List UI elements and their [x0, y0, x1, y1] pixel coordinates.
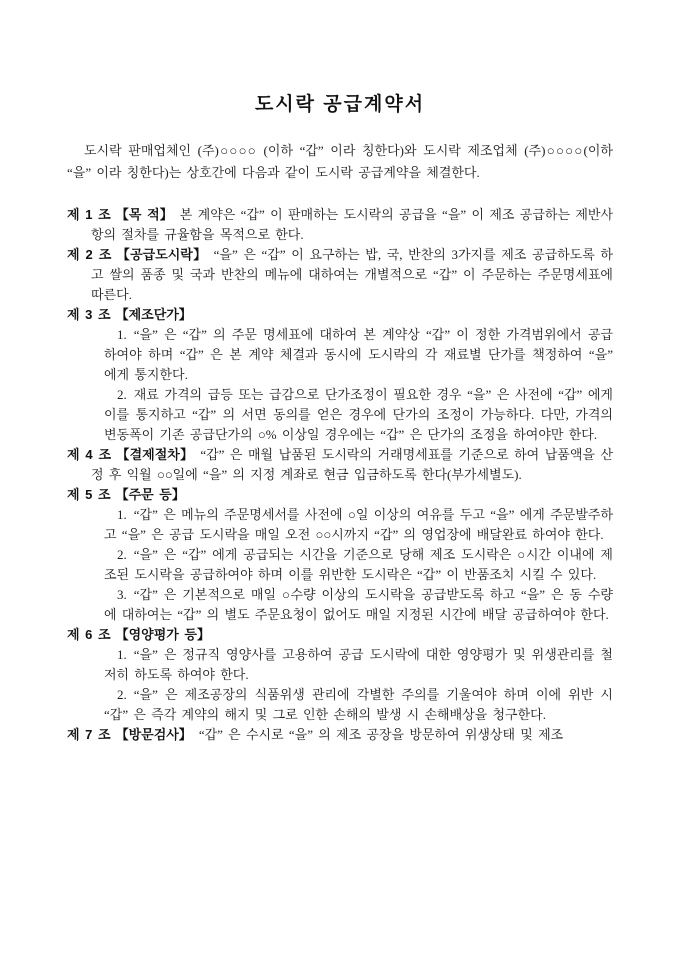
article-2: [67, 245, 613, 305]
article-item: [104, 545, 613, 585]
article-item: [104, 685, 613, 725]
article-heading: 【제조단가】: [115, 307, 192, 322]
item-text: “을” 은 제조공장의 식품위생 관리에 각별한 주의를 기울여야 하며 이에 위반 시 “갑” 은 즉각 계약의 해지 및 그로 인한 손해의 발생 시 손해배상을 청구한다.: [104, 687, 613, 722]
article-paragraph: [67, 445, 613, 485]
article-heading: 【방문검사】: [115, 727, 192, 742]
item-number: 2.: [117, 687, 127, 702]
article-label: 제 2 조: [67, 247, 112, 262]
article-6: [67, 625, 613, 725]
article-label: 제 7 조: [67, 727, 111, 742]
article-heading: 【공급도시락】: [116, 247, 207, 262]
article-4: [67, 445, 613, 485]
article-paragraph: [67, 485, 613, 505]
article-label: 제 5 조: [67, 487, 111, 502]
item-text: “갑” 은 기본적으로 매일 ○수량 이상의 도시락을 공급받도록 하고 “을” 은 동 수량에 대하여는 “갑” 의 별도 주문요청이 없어도 매일 지정된 시간에 배달 공급하여야 한다.: [104, 587, 613, 622]
article-paragraph: [67, 625, 613, 645]
article-body: “을” 은 “갑” 이 요구하는 밥, 국, 반찬의 3가지를 제조 공급하도록 하고 쌀의 품종 및 국과 반찬의 메뉴에 대하여는 개별적으로 “갑” 이 주문하는 주문명세표에 따른다.: [91, 247, 613, 302]
document-title: 도시락 공급계약서: [254, 94, 426, 115]
article-heading: 【주문 등】: [115, 487, 185, 502]
article-paragraph: [67, 305, 613, 325]
item-number: 2.: [117, 547, 127, 562]
item-text: “을” 은 “갑” 에게 공급되는 시간을 기준으로 당해 제조 도시락은 ○시간 이내에 제조된 도시락을 공급하여야 하며 이를 위반한 도시락은 “갑” 이 반품조치 시킬 수 있다.: [104, 547, 613, 582]
article-label: 제 6 조: [67, 627, 111, 642]
item-number: 1.: [117, 327, 127, 342]
article-item: [104, 325, 613, 385]
article-7: [67, 725, 613, 745]
article-1: [67, 205, 613, 245]
item-text: “을” 은 “갑” 의 주문 명세표에 대하여 본 계약상 “갑” 이 정한 가격범위에서 공급하여야 하며 “갑” 은 본 계약 체결과 동시에 도시락의 각 재료별 단가를 책정하여 “을” 에게 통지한다.: [104, 327, 613, 382]
article-body: 본 계약은 “갑” 이 판매하는 도시락의 공급을 “을” 이 제조 공급하는 제반사항의 절차를 규율함을 목적으로 한다.: [91, 207, 613, 242]
article-item: [104, 645, 613, 685]
article-label: 제 3 조: [67, 307, 111, 322]
item-text: 재료 가격의 급등 또는 급감으로 단가조정이 필요한 경우 “을” 은 사전에 “갑” 에게 이를 통지하고 “갑” 의 서면 동의를 얻은 경우에 단가의 조정이 가능하다. 다만, 가격의 변동폭이 기존 공급단가의 ○% 이상일 경우에는 “갑” 은 단가의 조정을 하여야만 한다.: [104, 387, 613, 442]
article-body: “갑” 은 매월 납품된 도시락의 거래명세표를 기준으로 하여 납품액을 산정 후 익월 ○○일에 “을” 의 지정 계좌로 현금 입금하도록 한다(부가세별도).: [91, 447, 614, 482]
article-item: [104, 505, 613, 545]
article-item: [104, 385, 613, 445]
article-5: [67, 485, 613, 625]
item-text: “을” 은 정규직 영양사를 고용하여 공급 도시락에 대한 영양평가 및 위생관리를 철저히 하도록 하여야 한다.: [104, 647, 613, 682]
item-number: 1.: [117, 507, 127, 522]
item-number: 3.: [117, 587, 127, 602]
item-number: 1.: [117, 647, 127, 662]
item-number: 2.: [117, 387, 127, 402]
article-label: 제 4 조: [67, 447, 112, 462]
item-text: “갑” 은 메뉴의 주문명세서를 사전에 ○일 이상의 여유를 두고 “을” 에게 주문발주하고 “을” 은 공급 도시락을 매일 오전 ○○시까지 “갑” 의 영업장에 배달완료 하여야 한다.: [104, 507, 613, 542]
article-3: [67, 305, 613, 445]
article-body: “갑” 은 수시로 “을” 의 제조 공장을 방문하여 위생상태 및 제조: [198, 727, 564, 742]
article-paragraph: [67, 205, 613, 245]
article-paragraph: [67, 725, 613, 745]
article-paragraph: [67, 245, 613, 305]
intro-paragraph: 도시락 판매업체인 (주)○○○○ (이하 “갑” 이라 칭한다)와 도시락 제조업체 (주)○○○○(이하 “을” 이라 칭한다)는 상호간에 다음과 같이 도시락 공급계약을 체결한다.: [67, 143, 613, 180]
article-heading: 【결제절차】: [116, 447, 194, 462]
article-item: [104, 585, 613, 625]
article-heading: 【영양평가 등】: [115, 627, 210, 642]
articles-section: [67, 205, 613, 745]
article-label: 제 1 조: [67, 207, 111, 222]
article-heading: 【목 적】: [115, 207, 173, 222]
